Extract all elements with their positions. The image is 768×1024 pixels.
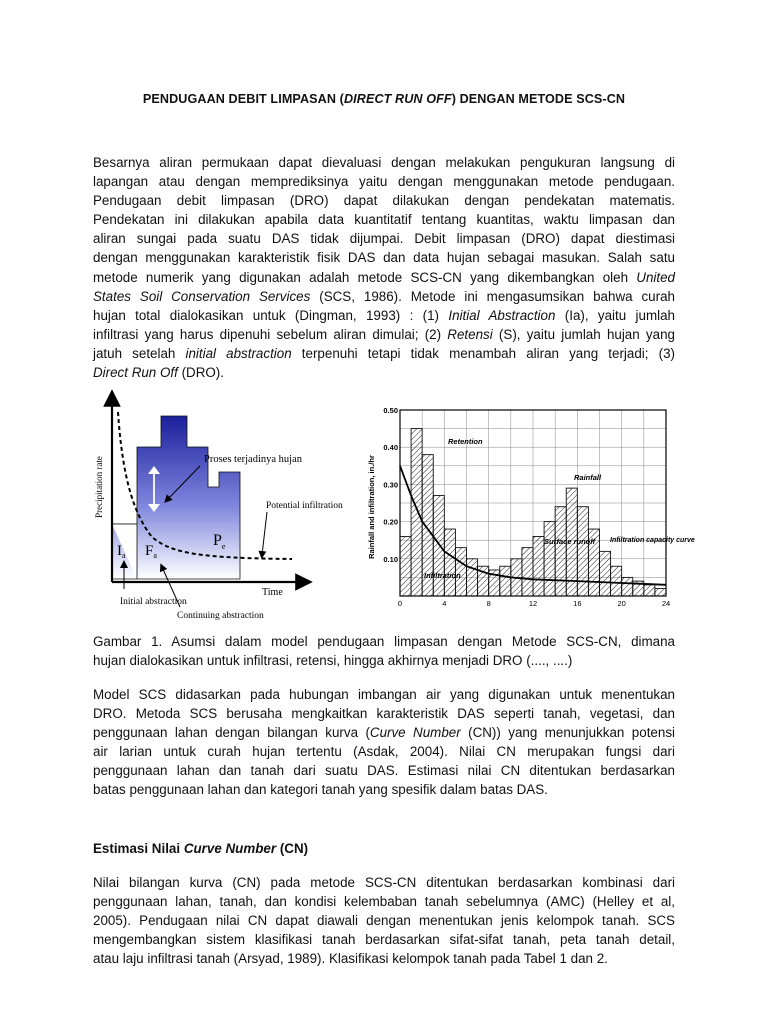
title-suffix: ) DENGAN METODE SCS-CN xyxy=(451,92,626,106)
rainfall-bar-4 xyxy=(444,529,455,596)
label-retention: Retention xyxy=(448,437,483,446)
text-line: DRO. Metoda SCS berusaha mengkaitkan karakteristik DAS seperti tanah, vegetasi, dan xyxy=(93,706,675,722)
text-line: jatuh setelah initial abstraction terpenuhi tetapi tidak menambah aliran yang terjadi; (3) xyxy=(93,345,675,361)
rainfall-bar-13 xyxy=(544,522,555,596)
rainfall-bar-0 xyxy=(400,536,411,596)
y-tick-label: 0.50 xyxy=(383,406,398,415)
text-line: air larian untuk curah hujan tertentu (Asdak, 2004). Nilai CN merupakan fungsi dari xyxy=(93,744,675,760)
label-surface-runoff: Surface runoff xyxy=(544,537,596,546)
text-line: dengan menggunakan karakteristik fisik DAS dan data hujan sebagai masukan. Salah satu xyxy=(93,250,675,266)
x-tick-label: 8 xyxy=(486,599,491,608)
text-line: States Soil Conservation Services (SCS, 1986). Metode ini mengasumsikan bahwa curah xyxy=(93,288,675,304)
text-line: Nilai bilangan kurva (CN) pada metode SCS-CN ditentukan berdasarkan kombinasi dari xyxy=(93,875,675,890)
left-x-axis-label: Time xyxy=(262,587,283,598)
text-line: infiltrasi yang harus dipenuhi sebelum aliran dimulai; (2) Retensi (S), yaitu jumlah hujan yang xyxy=(93,326,675,342)
section-heading: Estimasi Nilai Curve Number (CN) xyxy=(93,841,309,856)
rainfall-bar-19 xyxy=(611,566,622,596)
rainfall-bar-6 xyxy=(467,559,478,596)
text-line: penggunaan lahan dan tanah dari suatu DAS. Estimasi nilai CN ditentukan berdasarkan xyxy=(93,763,675,779)
rainfall-bar-3 xyxy=(433,496,444,596)
label-ia: $I_a$ xyxy=(117,543,126,560)
label-potential-infiltration: Potential infiltration xyxy=(266,501,343,511)
text-line: Gambar 1. Asumsi dalam model pendugaan limpasan dengan Metode SCS-CN, dimana xyxy=(93,634,675,649)
title-italic: DIRECT RUN OFF xyxy=(343,92,452,106)
y-tick-label: 0.10 xyxy=(383,554,398,564)
text-line: hujan total dialokasikan untuk (Dingman, 1993) : (1) Initial Abstraction (Ia), yaitu jumlah xyxy=(93,307,675,323)
text-line: Besarnya aliran permukaan dapat dievaluasi dengan melakukan pengukuran langsung di xyxy=(93,155,675,170)
label-pe: $P_e$ xyxy=(213,532,226,551)
label-proses-hujan: Proses terjadinya hujan xyxy=(204,454,302,465)
title-prefix: PENDUGAAN DEBIT LIMPASAN ( xyxy=(142,92,344,106)
paragraph-cn-estimation xyxy=(93,873,675,968)
figure-rainfall-abstraction xyxy=(92,392,358,624)
y-tick-label: 0.20 xyxy=(383,517,398,527)
x-tick-label: 20 xyxy=(617,599,626,608)
rainfall-bar-23 xyxy=(655,589,666,596)
text-line: aliran sungai pada suatu DAS tidak dijumpai. Debit limpasan (DRO) dapat diestimasi xyxy=(93,231,675,247)
rainfall-bar-12 xyxy=(533,536,544,596)
rainfall-bar-20 xyxy=(622,577,633,596)
rainfall-bar-11 xyxy=(522,548,533,596)
text-line: atau laju infiltrasi tanah (Arsyad, 1989). Klasifikasi kelompok tanah pada Tabel 1 dan 2. xyxy=(93,951,608,967)
text-line: Pendekatan ini dilakukan apabila data kuantitatif tentang kuantitas, waktu limpasan dan xyxy=(93,212,675,228)
text-line: penggunaan lahan dengan bilangan kurva (Curve Number (CN)) yang menunjukkan potensi xyxy=(93,725,675,741)
x-tick-label: 24 xyxy=(661,599,671,608)
text-line: Model SCS didasarkan pada hubungan imbangan air yang digunakan untuk menentukan xyxy=(93,687,675,702)
x-tick-label: 4 xyxy=(442,599,447,608)
text-line: penggunaan lahan, tanah, dan kondisi kelembaban tanah sebelumnya (AMC) (Helley et al, xyxy=(93,894,675,910)
text-line: mengembangkan sistem klasifikasi tanah berdasarkan sifat-sifat tanah, peta tanah detail, xyxy=(93,932,675,948)
text-line: 2005). Pendugaan nilai CN dapat diawali dengan menentukan jenis kelompok tanah. SCS xyxy=(93,913,675,929)
paragraph-intro xyxy=(93,153,675,382)
figure-caption xyxy=(93,632,675,670)
text-line: Direct Run Off (DRO). xyxy=(93,365,224,381)
right-y-axis-label: Rainfall and infiltration, in./hr xyxy=(367,455,376,559)
figure-rainfall-infiltration-chart xyxy=(364,402,695,612)
y-tick-label: 0.40 xyxy=(383,443,398,453)
document-title xyxy=(93,92,675,106)
label-initial-abstraction: Initial abstraction xyxy=(120,597,187,607)
text-line: batas penggunaan lahan dan kategori tanah yang spesifik dalam batas DAS. xyxy=(93,782,548,798)
rainfall-bar-14 xyxy=(555,507,566,596)
label-fa: $F_a$ xyxy=(145,543,157,560)
text-line: metode numerik yang digunakan adalah metode SCS-CN yang dikembangkan oleh United xyxy=(93,269,675,285)
rainfall-bar-1 xyxy=(411,429,422,596)
rainfall-bar-18 xyxy=(600,551,611,596)
left-y-axis-label: Precipitation rate xyxy=(94,456,104,518)
text-line: lapangan atau dengan memprediksinya yaitu dengan menggunakan metode pendugaan. xyxy=(93,174,675,190)
y-tick-label: 0.30 xyxy=(383,480,398,490)
label-continuing-abstraction: Continuing abstraction xyxy=(177,611,264,621)
text-line: hujan dialokasikan untuk infiltrasi, retensi, hingga akhirnya menjadi DRO (...., ....) xyxy=(93,653,573,669)
rainfall-bar-9 xyxy=(500,566,511,596)
x-tick-label: 0 xyxy=(397,599,403,608)
rainfall-bar-16 xyxy=(577,507,588,596)
x-tick-label: 12 xyxy=(528,599,538,608)
x-tick-label: 16 xyxy=(573,599,582,608)
paragraph-model-scs xyxy=(93,685,675,800)
label-infiltration: Infiltration xyxy=(424,571,461,580)
label-infiltration-capacity: Infiltration capacity curve xyxy=(610,537,695,544)
rainfall-bar-22 xyxy=(644,585,655,596)
label-rainfall: Rainfall xyxy=(574,473,602,482)
text-line: Pendugaan debit limpasan (DRO) dapat dilakukan dengan pendekatan matematis. xyxy=(93,193,675,209)
